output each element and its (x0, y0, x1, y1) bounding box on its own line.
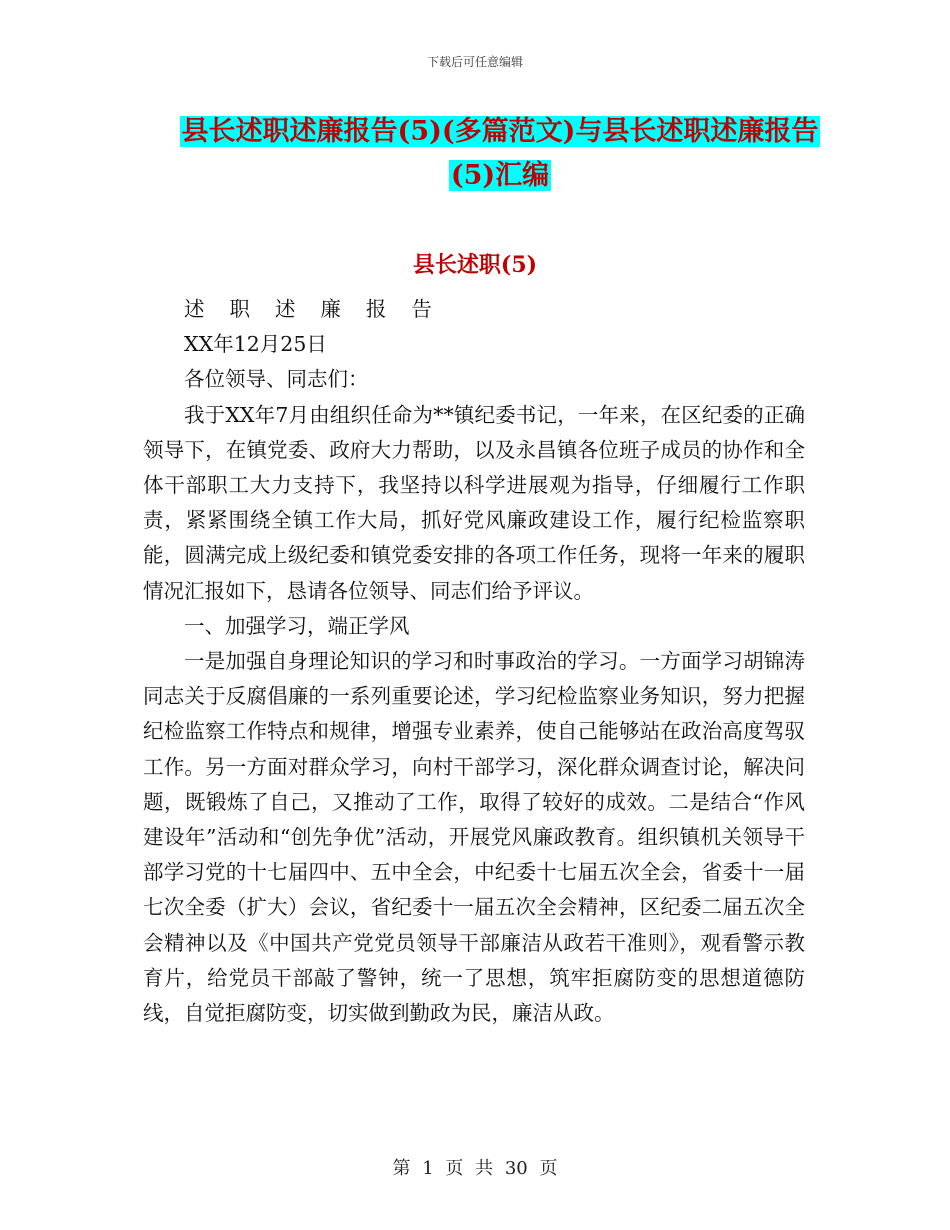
section-title: 县长述职(5) (412, 252, 538, 278)
title-line-2: (5)汇编 (450, 160, 550, 191)
paragraph: 一是加强自身理论知识的学习和时事政治的学习。一方面学习胡锦涛同志关于反腐倡廉的一系列重要论述，学习纪检监察业务知识，努力把握纪检监察工作特点和规律，增强专业素养，使自己能够站在政治高度驾驭工作。另一方面对群众学习，向村干部学习，深化群众调查讨论，解决问题，既锻炼了自己，又推动了工作，取得了较好的成效。二是结合“作风建设年”活动和“创先争优”活动，开展党风廉政教育。组织镇机关领导干部学习党的十七届四中、五中全会，中纪委十七届五次全会，省委十一届七次全委（扩大）会议，省纪委十一届五次全会精神，区纪委二届五次全会精神以及《中国共产党党员领导干部廉洁从政若干准则》，观看警示教育片，给党员干部敲了警钟，统一了思想，筑牢拒腐防变的思想道德防线，自觉拒腐防变，切实做到勤政为民，廉洁从政。 (143, 649, 805, 1026)
report-heading: 述 职 述 廉 报 告 (184, 297, 442, 321)
document-body (143, 292, 805, 1031)
page-footer: 第 1 页 共 30 页 (392, 1158, 558, 1179)
report-date: XX年12月25日 (184, 332, 327, 357)
subheading: 一、加强学习，端正学风 (184, 613, 410, 638)
title-line-1: 县长述职述廉报告(5)(多篇范文)与县长述职述廉报告 (181, 116, 819, 147)
header-note: 下载后可任意编辑 (426, 55, 523, 69)
document-title (140, 110, 860, 198)
paragraph: 我于XX年7月由组织任命为**镇纪委书记，一年来，在区纪委的正确领导下，在镇党委、政府大力帮助，以及永昌镇各位班子成员的协作和全体干部职工大力支持下，我坚持以科学进展观为指导，仔细履行工作职责，紧紧围绕全镇工作大局，抓好党风廉政建设工作，履行纪检监察职能，圆满完成上级纪委和镇党委安排的各项工作任务，现将一年来的履职情况汇报如下，恳请各位领导、同志们给予评议。 (143, 402, 805, 603)
salutation: 各位领导、同志们： (184, 367, 369, 392)
